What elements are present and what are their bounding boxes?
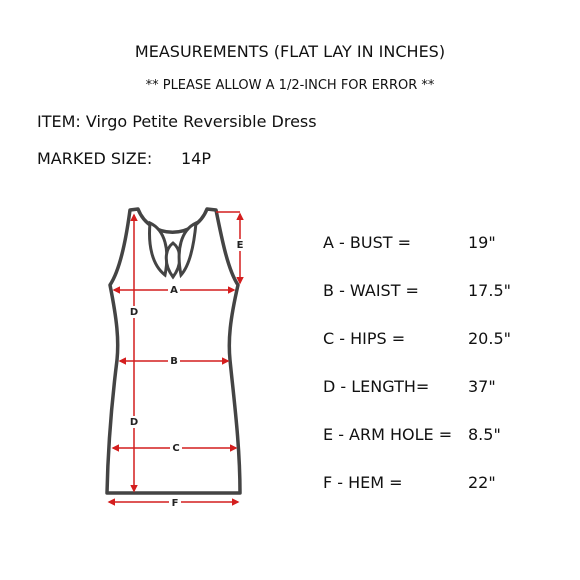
measurement-armhole-label: E - ARM HOLE = [323,425,453,444]
measurement-waist-label: B - WAIST = [323,281,419,300]
error-note: ** PLEASE ALLOW A 1/2-INCH FOR ERROR ** [145,78,435,93]
measurement-hem-label: F - HEM = [323,473,403,492]
marker-b: B [170,356,178,367]
measurement-length-label: D - LENGTH= [323,377,430,396]
measurement-hem-value: 22" [468,473,496,492]
measurement-armhole-value: 8.5" [468,425,501,444]
marker-d-upper: D [129,307,139,318]
marker-f: F [171,498,179,509]
measurement-length-value: 37" [468,377,496,396]
dress-diagram [90,195,270,525]
marker-c: C [172,443,180,454]
measurement-bust-value: 19" [468,233,496,252]
page-title: MEASUREMENTS (FLAT LAY IN INCHES) [134,42,446,61]
measurement-bust-label: A - BUST = [323,233,411,252]
measurement-waist-value: 17.5" [468,281,511,300]
marked-size-value: 14P [181,149,212,168]
item-name: ITEM: Virgo Petite Reversible Dress [37,112,317,131]
marker-a: A [170,285,178,296]
marker-e: E [236,240,244,251]
marked-size-label: MARKED SIZE: [37,149,153,168]
measurement-hips-label: C - HIPS = [323,329,406,348]
marker-d-lower: D [129,417,139,428]
measurement-hips-value: 20.5" [468,329,511,348]
